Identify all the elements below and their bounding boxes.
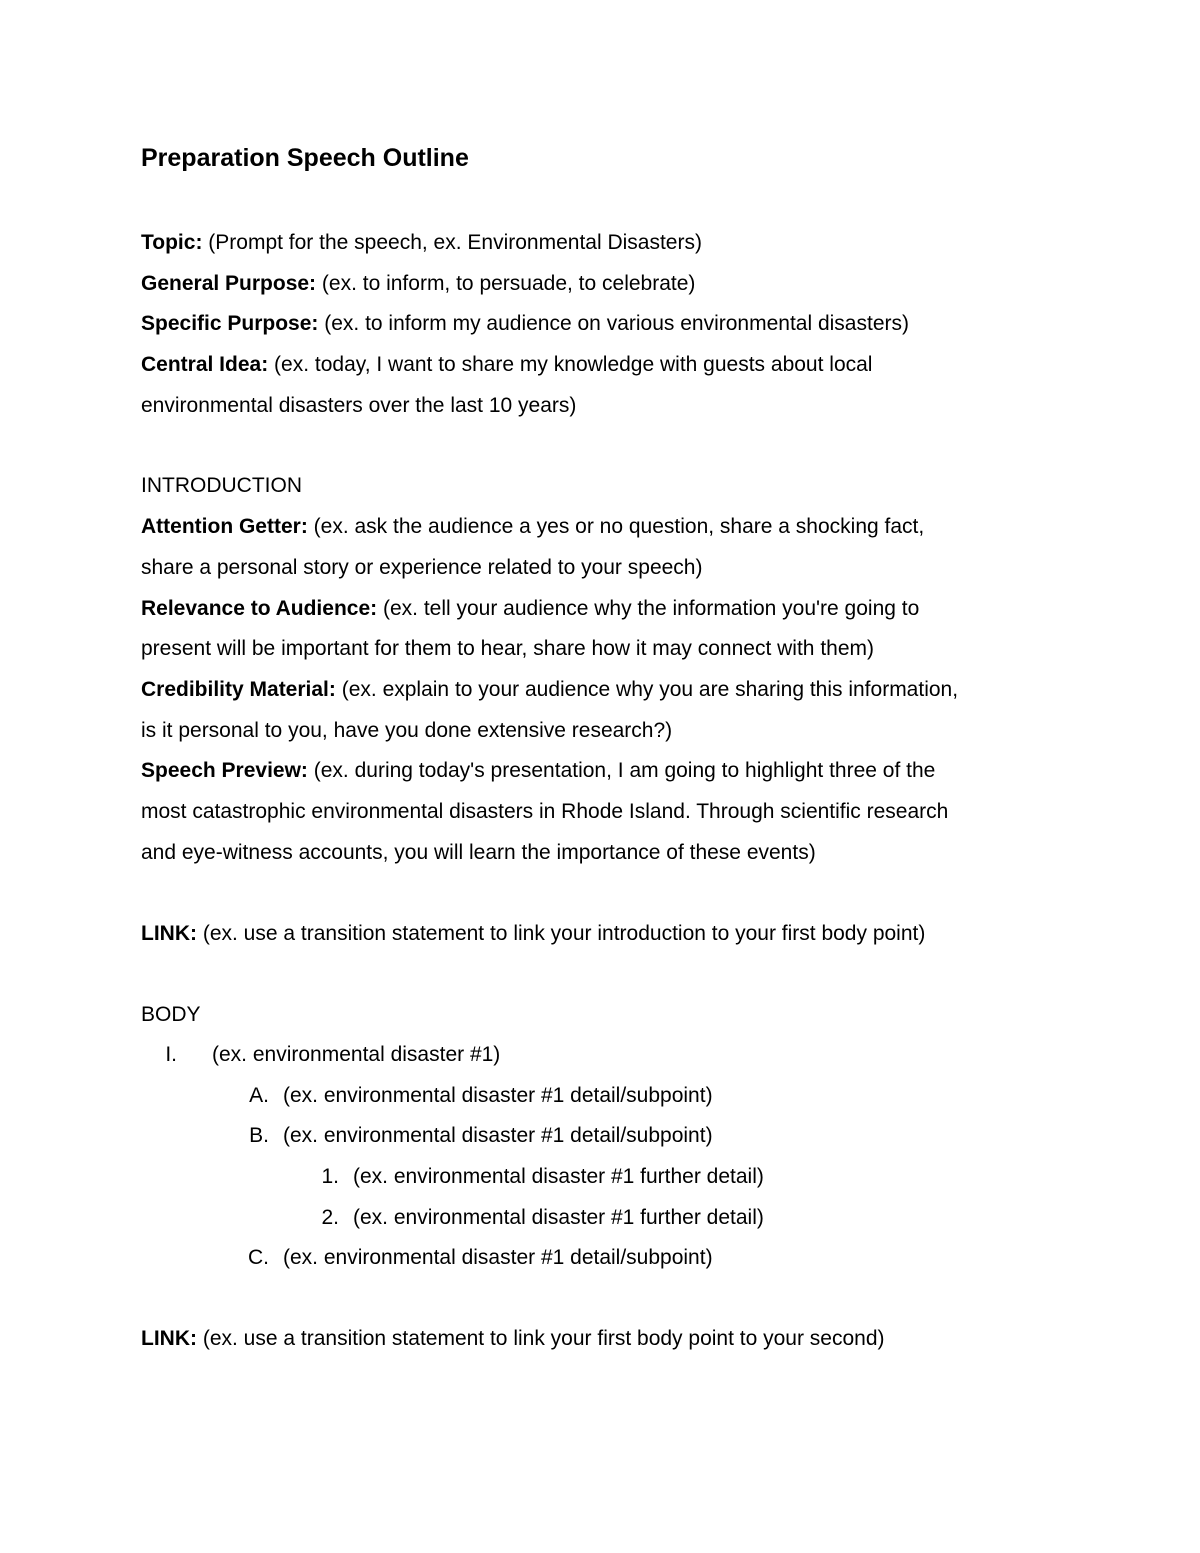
relevance-line — [141, 594, 919, 624]
list-item-text: (ex. environmental disaster #1 detail/subpoint) — [283, 1246, 713, 1269]
topic-label: Topic: — [141, 231, 203, 254]
list-marker: B. — [249, 1124, 269, 1147]
central-idea-label: Central Idea: — [141, 353, 269, 376]
link-text-2: (ex. use a transition statement to link your first body point to your second) — [197, 1327, 885, 1350]
list-marker: 1. — [321, 1165, 339, 1188]
specific-purpose-line — [141, 309, 909, 339]
attention-getter-line — [141, 512, 924, 542]
list-item-text: (ex. environmental disaster #1 detail/subpoint) — [283, 1084, 713, 1107]
body-heading: BODY — [141, 1003, 201, 1026]
list-item-text: (ex. environmental disaster #1 further detail) — [353, 1206, 764, 1229]
credibility-text: (ex. explain to your audience why you are sharing this information, — [335, 678, 959, 701]
link-text-1: (ex. use a transition statement to link your introduction to your first body point) — [197, 922, 926, 945]
introduction-heading: INTRODUCTION — [141, 474, 302, 497]
relevance-continuation: present will be important for them to hear, share how it may connect with them) — [141, 637, 875, 660]
central-idea-continuation: environmental disasters over the last 10 years) — [141, 394, 577, 417]
general-purpose-line — [141, 269, 695, 299]
list-marker: A. — [249, 1084, 269, 1107]
list-marker: 2. — [321, 1206, 339, 1229]
attention-getter-continuation: share a personal story or experience related to your speech) — [141, 556, 703, 579]
list-marker: C. — [248, 1246, 269, 1269]
topic-text: (Prompt for the speech, ex. Environmental Disasters) — [202, 231, 702, 254]
relevance-label: Relevance to Audience: — [141, 597, 378, 620]
general-purpose-text: (ex. to inform, to persuade, to celebrate) — [316, 272, 696, 295]
list-item-text: (ex. environmental disaster #1 detail/subpoint) — [283, 1124, 713, 1147]
attention-getter-text: (ex. ask the audience a yes or no question, share a shocking fact, — [307, 515, 925, 538]
link-label-1: LINK: — [141, 922, 197, 945]
relevance-text: (ex. tell your audience why the information you're going to — [377, 597, 920, 620]
topic-line — [141, 228, 702, 258]
list-marker: I. — [165, 1043, 177, 1066]
attention-getter-label: Attention Getter: — [141, 515, 308, 538]
speech-preview-text: (ex. during today's presentation, I am going to highlight three of the — [307, 759, 936, 782]
link-line-1 — [141, 919, 925, 949]
credibility-label: Credibility Material: — [141, 678, 336, 701]
speech-preview-label: Speech Preview: — [141, 759, 308, 782]
specific-purpose-label: Specific Purpose: — [141, 312, 319, 335]
credibility-line — [141, 675, 958, 705]
credibility-continuation: is it personal to you, have you done extensive research?) — [141, 719, 673, 742]
speech-preview-continuation-1: most catastrophic environmental disasters in Rhode Island. Through scientific research — [141, 800, 949, 823]
general-purpose-label: General Purpose: — [141, 272, 317, 295]
speech-preview-line — [141, 756, 935, 786]
link-line-2 — [141, 1324, 885, 1354]
link-label-2: LINK: — [141, 1327, 197, 1350]
list-item-text: (ex. environmental disaster #1) — [212, 1043, 501, 1066]
speech-preview-continuation-2: and eye-witness accounts, you will learn the importance of these events) — [141, 841, 816, 864]
document-title: Preparation Speech Outline — [141, 144, 469, 172]
central-idea-line — [141, 350, 872, 380]
specific-purpose-text: (ex. to inform my audience on various environmental disasters) — [318, 312, 909, 335]
central-idea-text: (ex. today, I want to share my knowledge with guests about local — [268, 353, 873, 376]
list-item-text: (ex. environmental disaster #1 further detail) — [353, 1165, 764, 1188]
